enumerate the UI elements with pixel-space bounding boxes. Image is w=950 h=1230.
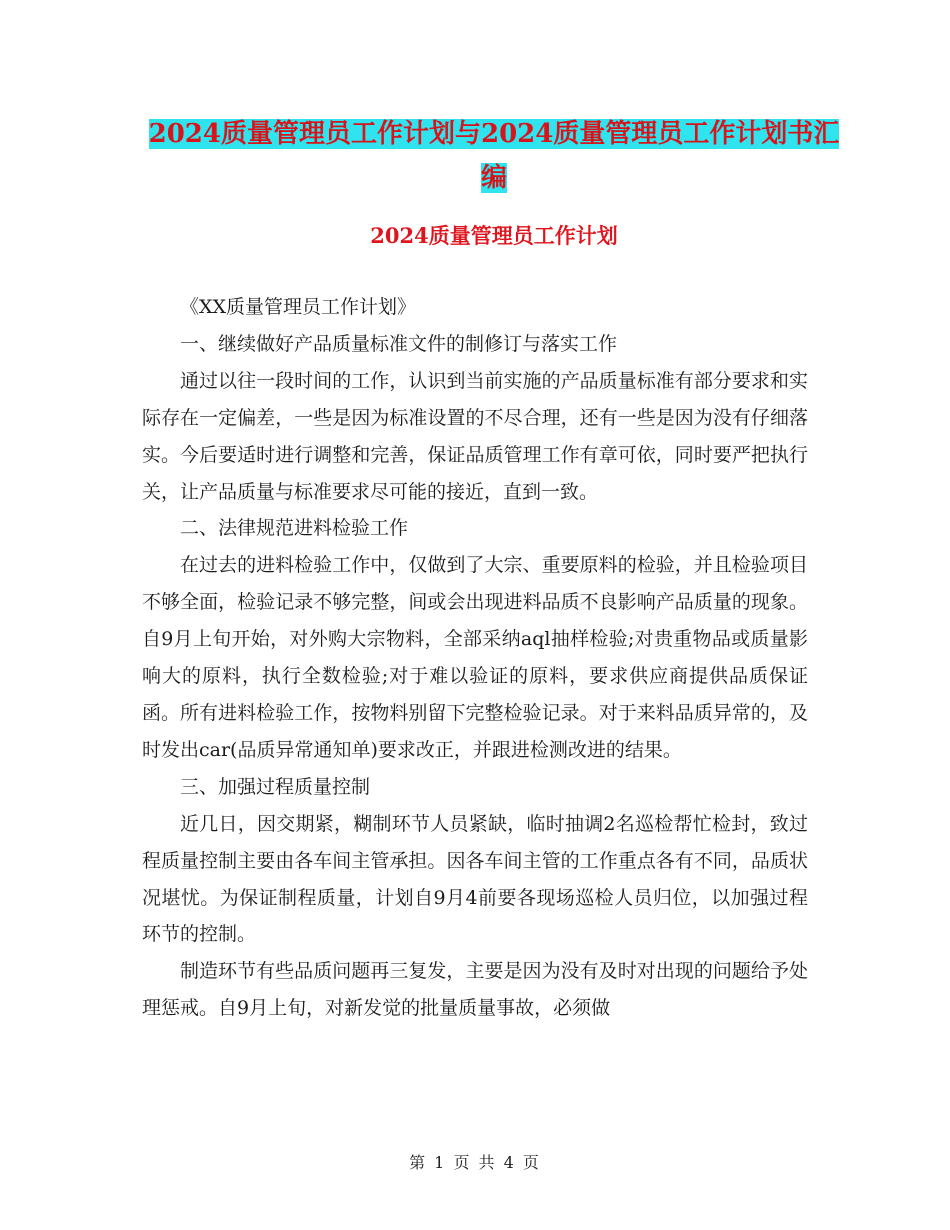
heading-section-1: 一、继续做好产品质量标准文件的制修订与落实工作	[180, 332, 618, 355]
heading-section-3: 三、加强过程质量控制	[180, 775, 371, 798]
document-title	[142, 112, 846, 200]
document-body	[142, 289, 808, 1027]
paragraph-section-3: 近几日，因交期紧，糊制环节人员紧缺，临时抽调2名巡检帮忙检封，致过程质量控制主要由各车间主管承担。因各车间主管的工作重点各有不同，品质状况堪忧。为保证制程质量，计划自9月4前要各现场巡检人员归位，以加强过程环节的控制。	[142, 812, 808, 946]
paragraph-doc-name: 《XX质量管理员工作计划》	[180, 296, 417, 318]
section-title: 2024质量管理员工作计划	[370, 223, 618, 248]
paragraph-section-2: 在过去的进料检验工作中，仅做到了大宗、重要原料的检验，并且检验项目不够全面，检验记录不够完整，间或会出现进料品质不良影响产品质量的现象。自9月上旬开始，对外购大宗物料，全部采纳aql抽样检验;对贵重物品或质量影响大的原料，执行全数检验;对于难以验证的原料，要求供应商提供品质保证函。所有进料检验工作，按物料别留下完整检验记录。对于来料品质异常的，及时发出car(品质异常通知单)要求改正，并跟进检测改进的结果。	[142, 554, 808, 761]
page-number-footer: 第 1 页 共 4 页	[409, 1153, 541, 1172]
heading-section-2: 二、法律规范进料检验工作	[180, 517, 409, 540]
paragraph-section-3-continued: 制造环节有些品质问题再三复发，主要是因为没有及时对出现的问题给予处理惩戒。自9月上旬，对新发觉的批量质量事故，必须做	[142, 960, 808, 1020]
document-title-text: 2024质量管理员工作计划与2024质量管理员工作计划书汇编	[148, 119, 840, 193]
paragraph-section-1: 通过以往一段时间的工作，认识到当前实施的产品质量标准有部分要求和实际存在一定偏差，一些是因为标准设置的不尽合理，还有一些是因为没有仔细落实。今后要适时进行调整和完善，保证品质管理工作有章可依，同时要严把执行关，让产品质量与标准要求尽可能的接近，直到一致。	[142, 369, 808, 503]
